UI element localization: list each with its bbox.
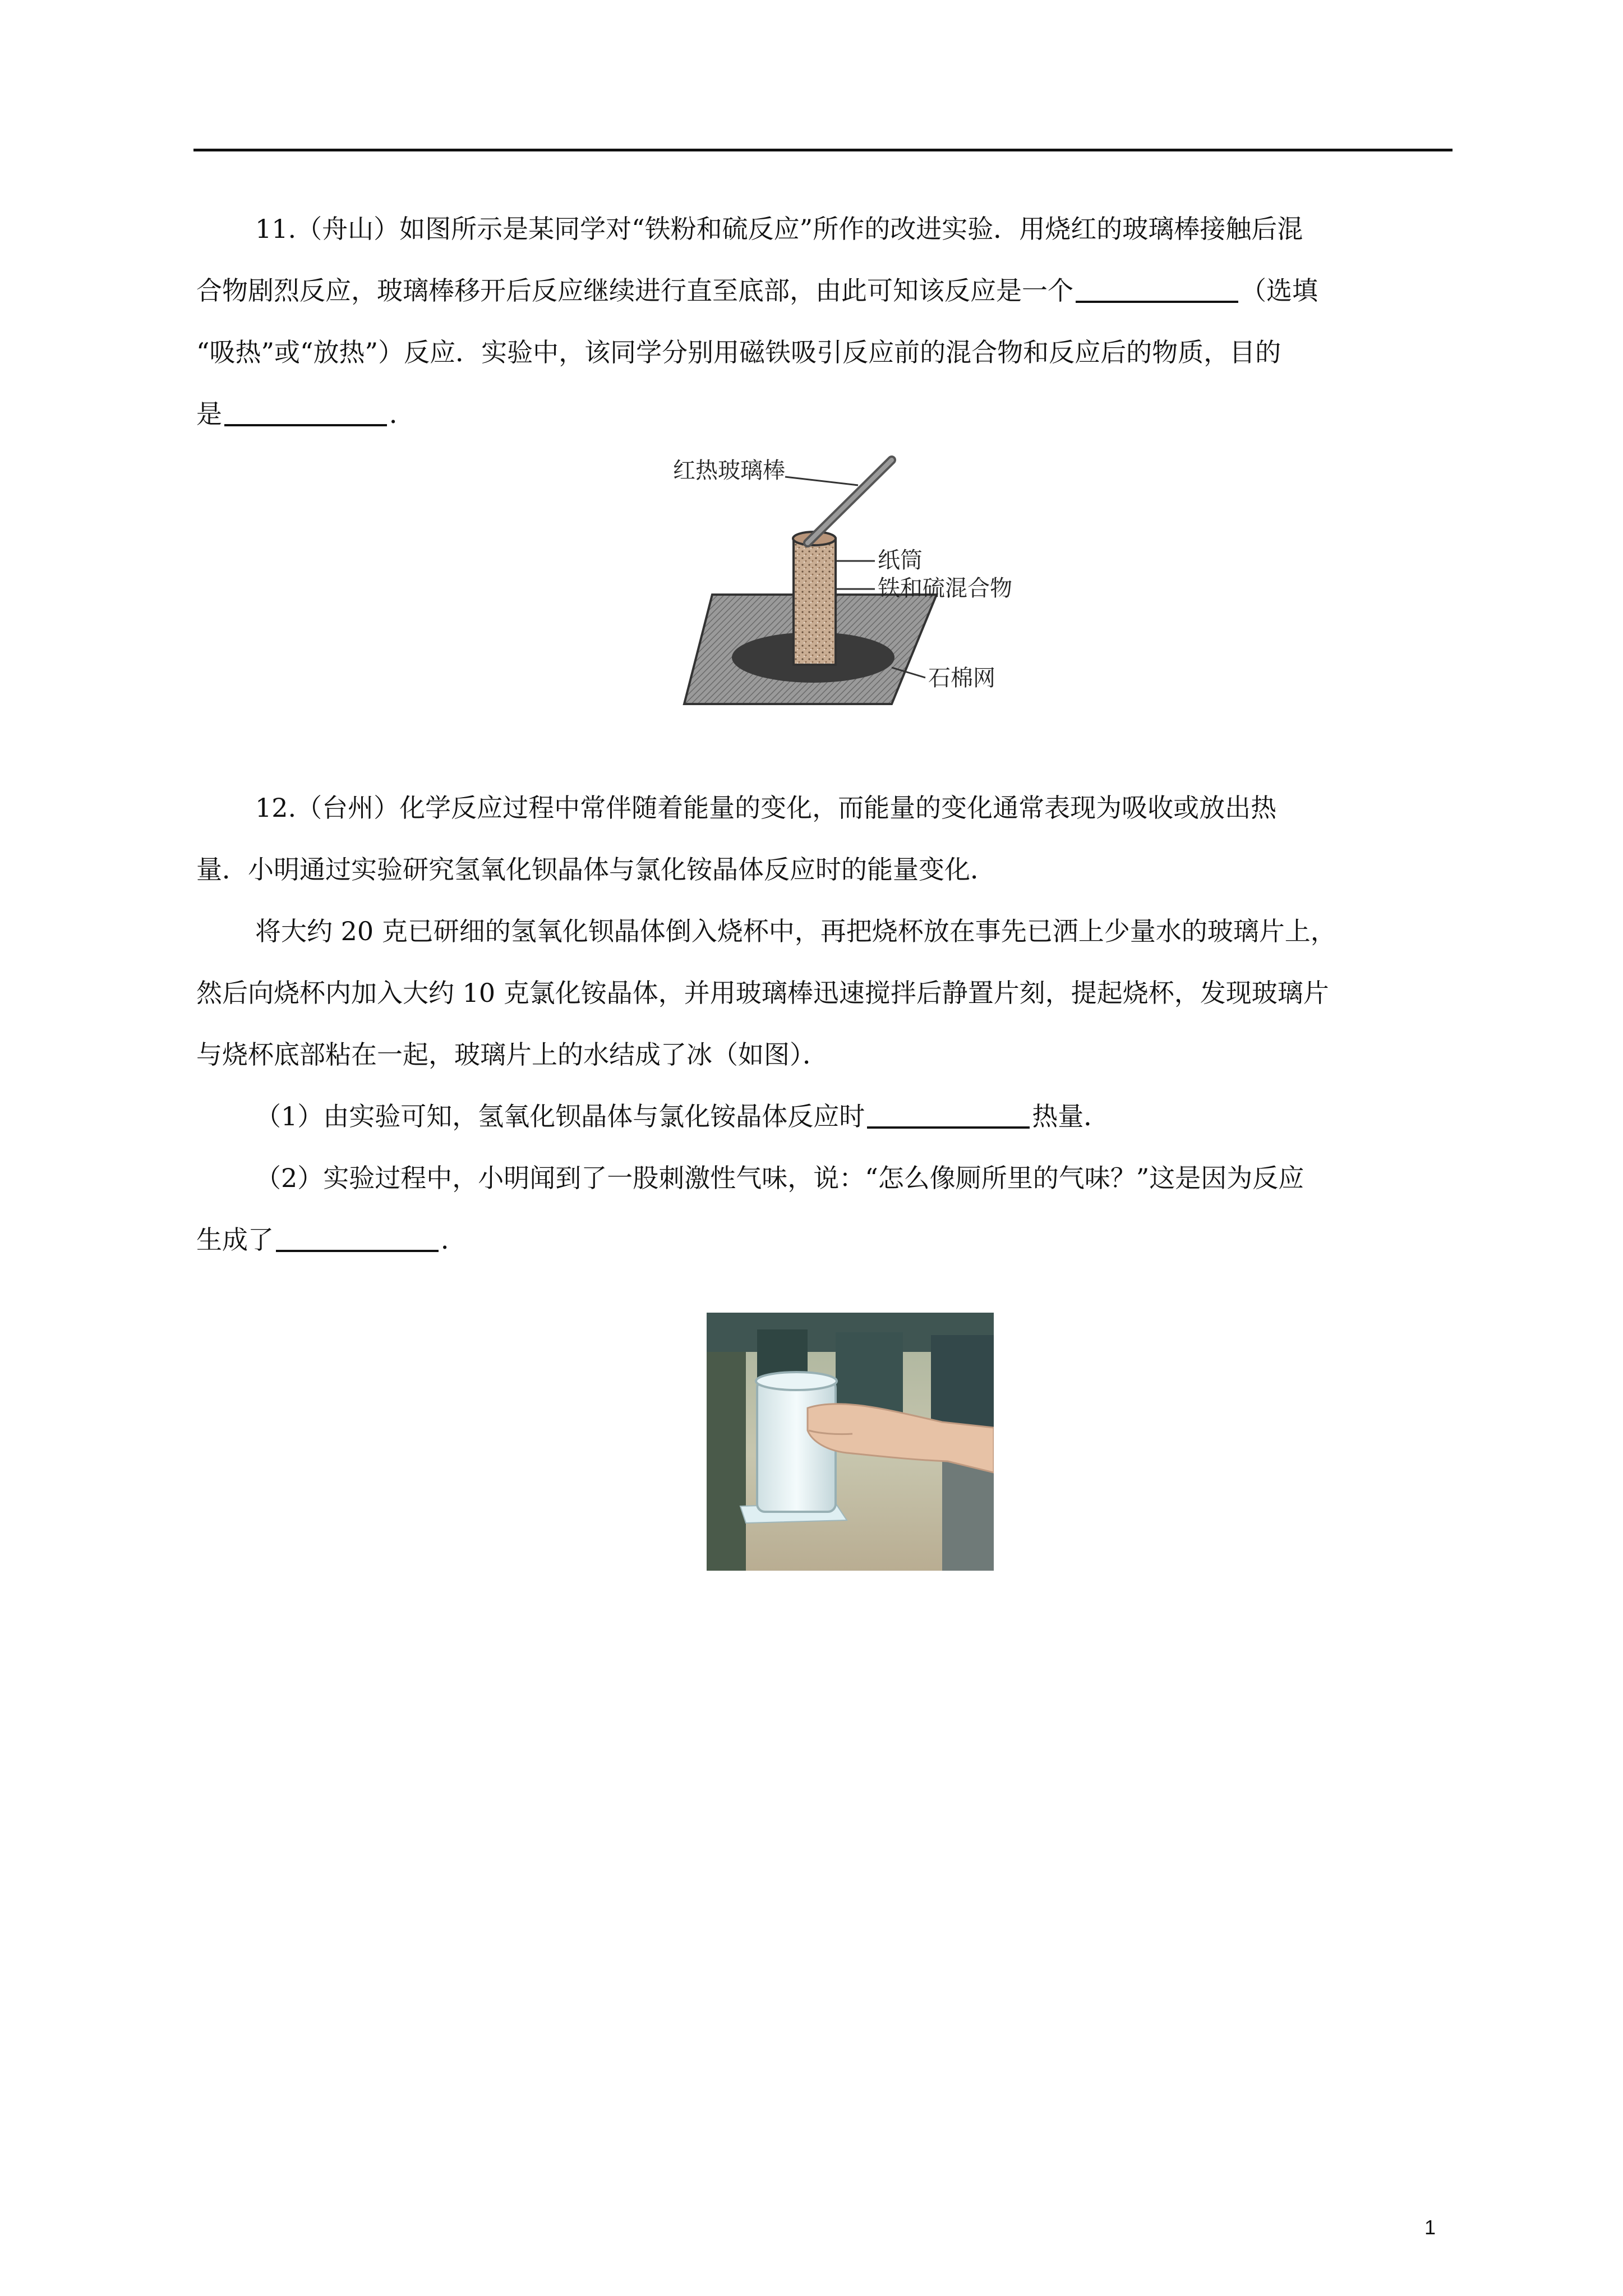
q12-sub1: [255, 1099, 1453, 1133]
beaker-glass-photo: [707, 1313, 994, 1571]
page-number: 1: [1424, 2216, 1436, 2239]
q12-sub2-suffix: ．: [441, 1225, 467, 1255]
q11-line-2-text: 合物剧烈反应，玻璃棒移开后反应继续进行直至底部，由此可知该反应是一个: [196, 275, 1073, 306]
q12-line-2: 量．小明通过实验研究氢氧化钡晶体与氯化铵晶体反应时的能量变化．: [196, 854, 996, 885]
q12-line-3: 将大约 20 克已研细的氢氧化钡晶体倒入烧杯中，再把烧杯放在事先已洒上少量水的玻璃片上，: [255, 916, 1336, 946]
q11-line-2: [196, 274, 1453, 307]
q12-line-4: 然后向烧杯内加入大约 10 克氯化铵晶体，并用玻璃棒迅速搅拌后静置片刻，提起烧杯，发现玻璃片: [196, 978, 1329, 1008]
q12-answer-blank-1[interactable]: [867, 1102, 1030, 1129]
label-red-hot-glass-rod: 红热玻璃棒: [673, 458, 785, 484]
q11-line-4-suffix: ．: [389, 399, 415, 429]
q11-answer-blank-2[interactable]: [224, 399, 387, 426]
q11-answer-blank-1[interactable]: [1076, 276, 1238, 303]
q11-line-3: “吸热”或“放热”）反应．实验中，该同学分别用磁铁吸引反应前的混合物和反应后的物质，目的: [196, 337, 1281, 367]
q12-sub2-line-1: （2）实验过程中，小明闻到了一股刺激性气味，说：“怎么像厕所里的气味？”这是因为反应: [255, 1163, 1304, 1193]
q11-line-4: [196, 397, 1453, 431]
q12-line-5: 与烧杯底部粘在一起，玻璃片上的水结成了冰（如图）．: [196, 1039, 828, 1070]
header-rule: [193, 149, 1453, 151]
q12-line-1: 12.（台州）化学反应过程中常伴随着能量的变化，而能量的变化通常表现为吸收或放出热: [255, 793, 1277, 823]
q12-answer-blank-2[interactable]: [276, 1225, 439, 1252]
q11-line-4-text: 是: [196, 399, 222, 429]
q12-sub1-suffix: 热量．: [1032, 1101, 1110, 1131]
q12-sub2-text: 生成了: [196, 1225, 274, 1255]
label-asbestos-net: 石棉网: [928, 665, 995, 691]
q12-sub2-line-2: [196, 1223, 1453, 1257]
label-paper-tube: 纸筒: [878, 547, 923, 573]
paper-tube: [794, 539, 836, 665]
iron-sulfur-apparatus-figure: [673, 449, 1032, 712]
label-iron-sulfur-mixture: 铁和硫混合物: [878, 576, 1012, 601]
q11-line-2-suffix: （选填: [1241, 275, 1318, 306]
q12-sub1-text: （1）由实验可知，氢氧化钡晶体与氯化铵晶体反应时: [255, 1101, 865, 1131]
q11-line-1: 11.（舟山）如图所示是某同学对“铁粉和硫反应”所作的改进实验．用烧红的玻璃棒接触后混: [255, 214, 1303, 244]
